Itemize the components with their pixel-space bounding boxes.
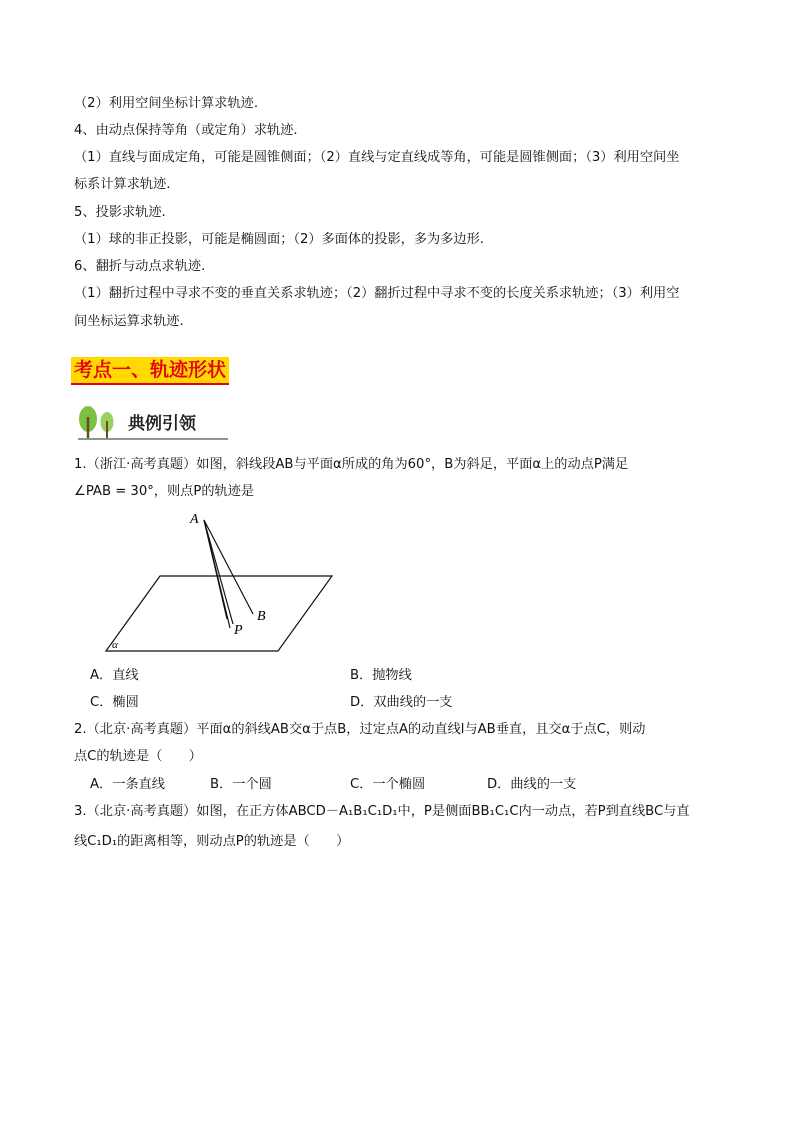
text-line: 间坐标运算求轨迹. xyxy=(74,314,184,329)
q2-option-d[interactable]: D．曲线的一支 xyxy=(487,777,577,792)
q1-option-b[interactable]: B．抛物线 xyxy=(350,668,412,683)
section-heading: 考点一、轨迹形状 xyxy=(71,357,229,385)
label-b: B xyxy=(257,609,266,624)
plane-figure xyxy=(100,508,340,658)
text-line: （2）利用空间坐标计算求轨迹. xyxy=(74,96,259,111)
question-1-line-1: 1.（浙江·高考真题）如图，斜线段AB与平面α所成的角为60°，B为斜足，平面α上的动点P满足 xyxy=(74,457,629,472)
text-line: （1）球的非正投影，可能是椭圆面；（2）多面体的投影，多为多边形. xyxy=(74,232,484,247)
text-line: 标系计算求轨迹. xyxy=(74,177,171,192)
question-2-line-1: 2.（北京·高考真题）平面α的斜线AB交α于点B，过定点A的动直线l与AB垂直，且交α于点C，则动 xyxy=(74,722,646,737)
q1-option-a[interactable]: A．直线 xyxy=(90,668,139,683)
label-p: P xyxy=(234,623,243,638)
question-2-line-2: 点C的轨迹是（ ） xyxy=(74,749,202,764)
example-label: 典例引领 xyxy=(128,414,196,434)
q1-option-c[interactable]: C．椭圆 xyxy=(90,695,139,710)
q2-option-b[interactable]: B．一个圆 xyxy=(210,777,272,792)
segment-ap xyxy=(204,520,227,619)
banner-divider xyxy=(78,438,228,440)
q2-option-a[interactable]: A．一条直线 xyxy=(90,777,165,792)
label-alpha: α xyxy=(112,639,118,651)
question-3-line-1: 3.（北京·高考真题）如图，在正方体ABCD－A₁B₁C₁D₁中，P是侧面BB₁C₁C内一动点，若P到直线BC与直 xyxy=(74,804,690,819)
plane-alpha xyxy=(106,576,332,651)
text-line: 4、由动点保持等角（或定角）求轨迹. xyxy=(74,123,298,138)
text-line: 5、投影求轨迹. xyxy=(74,205,166,220)
q1-option-d[interactable]: D．双曲线的一支 xyxy=(350,695,453,710)
text-line: （1）直线与面成定角，可能是圆锥侧面；（2）直线与定直线成等角，可能是圆锥侧面；（3）利用空间坐 xyxy=(74,150,680,165)
segment-ab-3 xyxy=(204,520,253,614)
text-line: 6、翻折与动点求轨迹. xyxy=(74,259,206,274)
question-3-line-2: 线C₁D₁的距离相等，则动点P的轨迹是（ ） xyxy=(74,834,350,849)
question-1-line-2: ∠PAB = 30°，则点P的轨迹是 xyxy=(74,484,255,499)
label-a: A xyxy=(190,512,199,527)
text-line: （1）翻折过程中寻求不变的垂直关系求轨迹；（2）翻折过程中寻求不变的长度关系求轨迹；（3）利用空 xyxy=(74,286,680,301)
example-banner xyxy=(74,405,234,443)
q2-option-c[interactable]: C．一个椭圆 xyxy=(350,777,426,792)
